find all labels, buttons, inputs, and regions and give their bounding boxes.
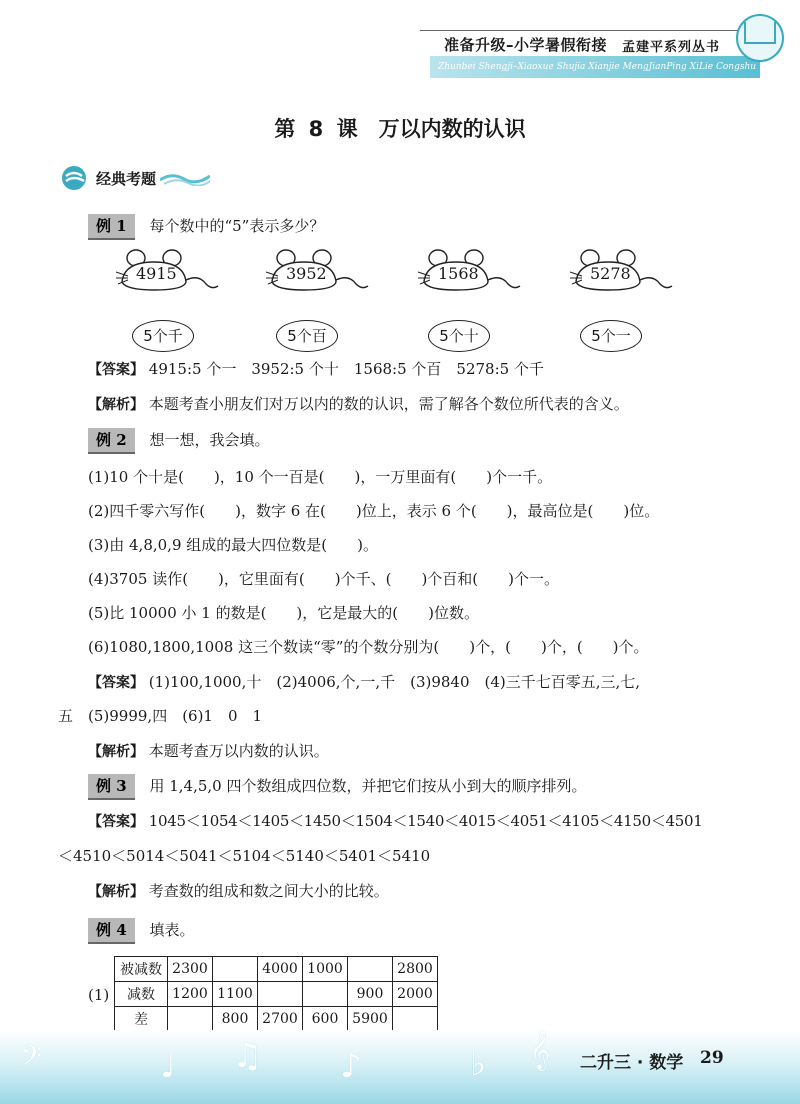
bubble-1: 5个千: [132, 320, 194, 352]
example2-answer-line2: 五 (5)9999,四 (6)1 0 1: [58, 707, 263, 725]
answer-text: 4915:5 个一 3952:5 个十 1568:5 个百 5278:5 个千: [148, 360, 544, 378]
mouse-4: [568, 248, 676, 302]
example2-item-5: (5)比 10000 小 1 的数是( )，它是最大的( )位数。: [88, 604, 479, 622]
answer-tag: 【答案】: [88, 362, 144, 378]
table-cell: [168, 1007, 213, 1032]
table-cell: 1100: [213, 982, 258, 1007]
example2-question: 想一想，我会填。: [149, 431, 270, 449]
example2-item-3: (3)由 4,8,0,9 组成的最大四位数是( )。: [88, 536, 378, 554]
analysis-tag: 【解析】: [88, 884, 144, 900]
table-cell: [258, 982, 303, 1007]
example2-badge: 例 2: [88, 428, 135, 454]
mouse-2: [264, 248, 372, 302]
analysis-tag: 【解析】: [88, 397, 144, 413]
table-cell: 2300: [168, 957, 213, 982]
mouse-2-number: 3952: [286, 264, 327, 283]
answer-tag: 【答案】: [88, 675, 144, 691]
table-cell: 800: [213, 1007, 258, 1032]
table-index: (1): [88, 986, 110, 1004]
example3-question: 用 1,4,5,0 四个数组成四位数，并把它们按从小到大的顺序排列。: [149, 777, 587, 795]
example4-badge: 例 4: [88, 918, 135, 944]
table-cell: 2700: [258, 1007, 303, 1032]
example4-row: [88, 918, 194, 944]
music-note-icon: 𝄢: [20, 1040, 42, 1080]
mouse-1: [114, 248, 222, 302]
table-cell: 4000: [258, 957, 303, 982]
table-cell: 600: [303, 1007, 348, 1032]
example2-item-2: (2)四千零六写作( )，数字 6 在( )位上，表示 6 个( )，最高位是( )位。: [88, 502, 660, 520]
table-cell: [303, 982, 348, 1007]
section-label: 经典考题: [96, 170, 157, 188]
bubble-4: 5个一: [580, 320, 642, 352]
answer-text-line1: (1)100,1000,十 (2)4006,个,一,千 (3)9840 (4)三千七百零五,三,七,: [148, 673, 641, 691]
table-cell: [348, 957, 393, 982]
music-clef-icon: 𝄞: [530, 1030, 551, 1070]
example2-item-6: (6)1080,1800,1008 这三个数读“零”的个数分别为( )个，( )个，( )个。: [88, 638, 649, 656]
table-row: [115, 957, 438, 982]
answer-text-line1: 1045＜1054＜1405＜1450＜1504＜1540＜4015＜4051＜4105＜4150＜4501: [148, 812, 703, 830]
footer-subject: 二升三 · 数学: [580, 1053, 684, 1073]
music-note-icon: ♫: [232, 1036, 263, 1076]
subtraction-table: [114, 956, 438, 1032]
example2-item-1: (1)10 个十是( )，10 个一百是( )，一万里面有( )个一千。: [88, 468, 553, 486]
table-cell: 2800: [393, 957, 438, 982]
example3-badge: 例 3: [88, 774, 135, 800]
header-rule: [420, 30, 770, 31]
music-note-icon: ♭: [470, 1044, 487, 1084]
table-row-label: 差: [115, 1007, 168, 1032]
answer-tag: 【答案】: [88, 814, 144, 830]
table-cell: 5900: [348, 1007, 393, 1032]
mouse-3-number: 1568: [438, 264, 479, 283]
example3-analysis: [88, 880, 389, 903]
table-cell: 1200: [168, 982, 213, 1007]
publisher-logo-book-icon: [744, 22, 776, 44]
analysis-text: 本题考查小朋友们对万以内的数的认识，需了解各个数位所代表的含义。: [148, 395, 629, 413]
table-row-label: 减数: [115, 982, 168, 1007]
analysis-tag: 【解析】: [88, 744, 144, 760]
book-title: 准备升级–小学暑假衔接: [444, 36, 608, 54]
table-row: [115, 1007, 438, 1032]
mouse-3: [416, 248, 524, 302]
example2-analysis: [88, 740, 329, 763]
example4-question: 填表。: [149, 921, 195, 939]
lesson-title: 第 8 课 万以内数的认识: [274, 117, 526, 141]
section-wave-icon: [160, 170, 210, 186]
mouse-1-number: 4915: [136, 264, 177, 283]
table-row: [115, 982, 438, 1007]
table-cell: 1000: [303, 957, 348, 982]
example2-row: [88, 428, 269, 454]
example2-answer: [88, 671, 640, 694]
example3-answer-line2: ＜4510＜5014＜5041＜5104＜5140＜5401＜5410: [58, 847, 431, 865]
table-cell: 2000: [393, 982, 438, 1007]
table-cell: [213, 957, 258, 982]
music-note-icon: ♩: [160, 1046, 177, 1086]
example3-answer: [88, 810, 703, 833]
book-series: 孟建平系列丛书: [622, 40, 721, 55]
table-cell: 900: [348, 982, 393, 1007]
section-swirl-icon: [60, 164, 94, 192]
book-pinyin: Zhunbei Shengji–Xiaoxue Shujia Xianjie MengJianPing XiLie Congshu: [438, 62, 757, 72]
analysis-text: 本题考查万以内数的认识。: [148, 742, 329, 760]
music-note-icon: ♪: [340, 1046, 362, 1086]
bubble-2: 5个百: [276, 320, 338, 352]
mouse-4-number: 5278: [590, 264, 631, 283]
example3-row: [88, 774, 586, 800]
example1-answer: [88, 358, 544, 381]
table-cell: [393, 1007, 438, 1032]
bubble-3: 5个十: [428, 320, 490, 352]
example1-row: [88, 214, 324, 240]
example1-question: 每个数中的“5”表示多少？: [149, 217, 325, 235]
example2-item-4: (4)3705 读作( )，它里面有( )个千、( )个百和( )个一。: [88, 570, 560, 588]
example1-analysis: [88, 393, 629, 416]
analysis-text: 考查数的组成和数之间大小的比较。: [148, 882, 389, 900]
page-number: 29: [700, 1048, 724, 1068]
example1-badge: 例 1: [88, 214, 135, 240]
table-row-label: 被减数: [115, 957, 168, 982]
